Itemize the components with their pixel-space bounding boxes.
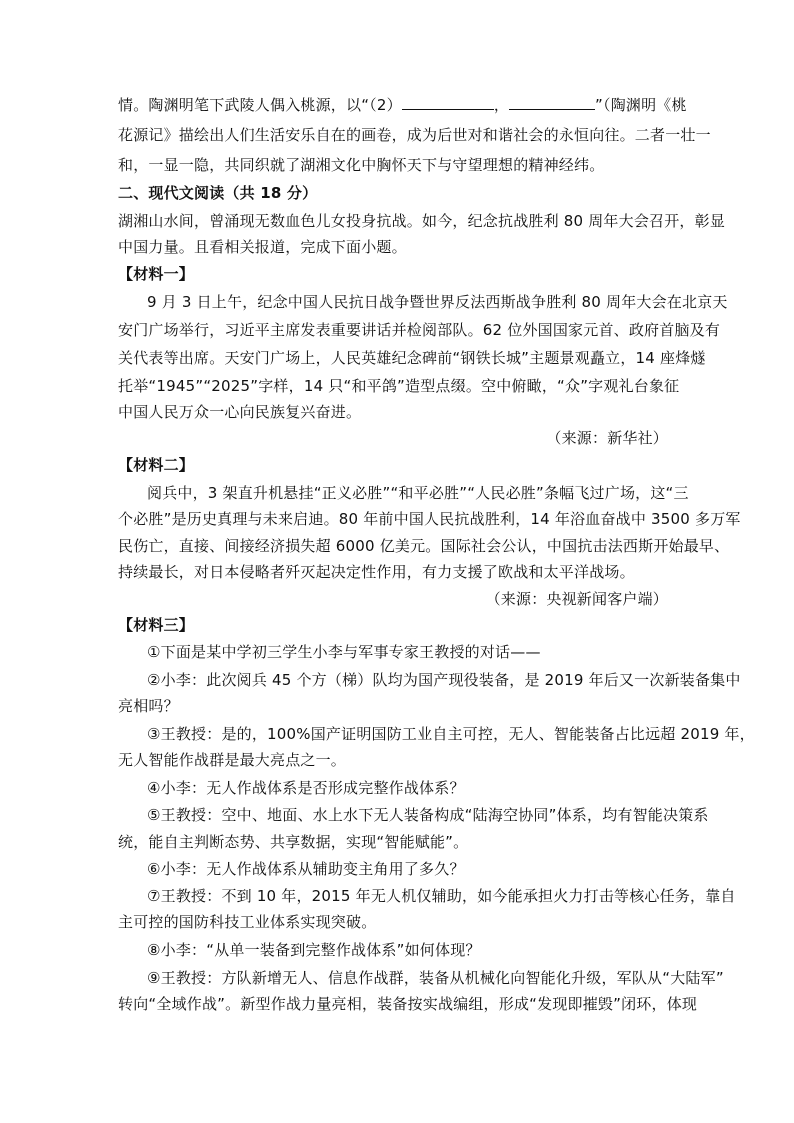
section-intro-line-1: 湖湘山水间，曾涌现无数血色儿女投身抗战。如今，纪念抗战胜利 80 周年大会召开，彰显 [118,212,726,230]
dialogue-line: ①下面是某中学初三学生小李与军事专家王教授的对话—— [147,643,541,661]
material-1-source: （来源：新华社） [546,429,668,447]
material-1-line: 关代表等出席。天安门广场上，人民英雄纪念碑前“钢铁长城”主题景观矗立，14 座烽燧 [118,349,706,367]
dialogue-line: ③王教授：是的，100%国产证明国防工业自主可控，无人、智能装备占比远超 2019 年， [147,725,755,743]
material-2-line: 持续最长，对日本侵略者歼灭起决定性作用，有力支援了欧战和太平洋战场。 [118,563,635,581]
material-2-label: 【材料二】 [118,456,195,474]
section-intro-line-2: 中国力量。且看相关报道，完成下面小题。 [118,238,407,256]
material-1-line: 托举“1945”“2025”字样，14 只“和平鸽”造型点缀。空中俯瞰，“众”字观礼台象征 [118,377,680,395]
dialogue-line: 主可控的国防科技工业体系实现突破。 [118,913,377,931]
dialogue-line: ④小李：无人作战体系是否形成完整作战体系？ [147,779,465,797]
dialogue-line: 亮相吗？ [118,697,179,715]
dialogue-line: 统，能自主判断态势、共享数据，实现“智能赋能”。 [118,833,469,851]
intro-line-2: 花源记》描绘出人们生活安乐自在的画卷，成为后世对和谐社会的永恒向往。二者一壮一 [118,126,711,144]
section-heading: 二、现代文阅读（共 18 分） [118,184,318,202]
answer-blank-2[interactable] [509,95,595,110]
material-1-label: 【材料一】 [118,265,195,283]
dialogue-line: ⑥小李：无人作战体系从辅助变主角用了多久？ [147,860,465,878]
material-2-line: 个必胜”是历史真理与未来启迪。80 年前中国人民抗战胜利，14 年浴血奋战中 3500 多万军 [118,510,741,528]
material-1-line: 9 月 3 日上午，纪念中国人民抗日战争暨世界反法西斯战争胜利 80 周年大会在北京天 [147,293,728,311]
dialogue-line: ②小李：此次阅兵 45 个方（梯）队均为国产现役装备，是 2019 年后又一次新装备集中 [147,671,741,689]
material-2-line: 阅兵中，3 架直升机悬挂“正义必胜”“和平必胜”“人民必胜”条幅飞过广场，这“三 [147,484,689,502]
intro-text-b: ”（陶渊明《桃 [595,96,687,114]
material-2-line: 民伤亡，直接、间接经济损失超 6000 亿美元。国际社会公认，中国抗击法西斯开始最早、 [118,537,730,555]
dialogue-line: ⑨王教授：方队新增无人、信息作战群，装备从机械化向智能化升级，军队从“大陆军” [147,969,724,987]
intro-separator: ， [493,96,510,114]
intro-line-1 [118,95,688,115]
dialogue-line: ⑦王教授：不到 10 年，2015 年无人机仅辅助，如今能承担火力打击等核心任务，靠自 [147,887,736,905]
dialogue-line: ⑧小李：“从单一装备到完整作战体系”如何体现？ [147,941,481,959]
intro-text-a: 情。陶渊明笔下武陵人偶入桃源，以“（2） [118,96,402,114]
material-3-label: 【材料三】 [118,616,195,634]
dialogue-line: 无人智能作战群是最大亮点之一。 [118,751,347,769]
material-2-source: （来源：央视新闻客户端） [485,590,668,608]
dialogue-line: ⑤王教授：空中、地面、水上水下无人装备构成“陆海空协同”体系，均有智能决策系 [147,806,709,824]
material-1-line: 中国人民万众一心向民族复兴奋进。 [118,403,362,421]
material-1-line: 安门广场举行，习近平主席发表重要讲话并检阅部队。62 位外国国家元首、政府首脑及有 [118,321,721,339]
answer-blank-1[interactable] [402,95,494,110]
dialogue-line: 转向“全域作战”。新型作战力量亮相，装备按实战编组，形成“发现即摧毁”闭环，体现 [118,995,698,1013]
intro-line-3: 和，一显一隐，共同织就了湖湘文化中胸怀天下与守望理想的精神经纬。 [118,156,605,174]
